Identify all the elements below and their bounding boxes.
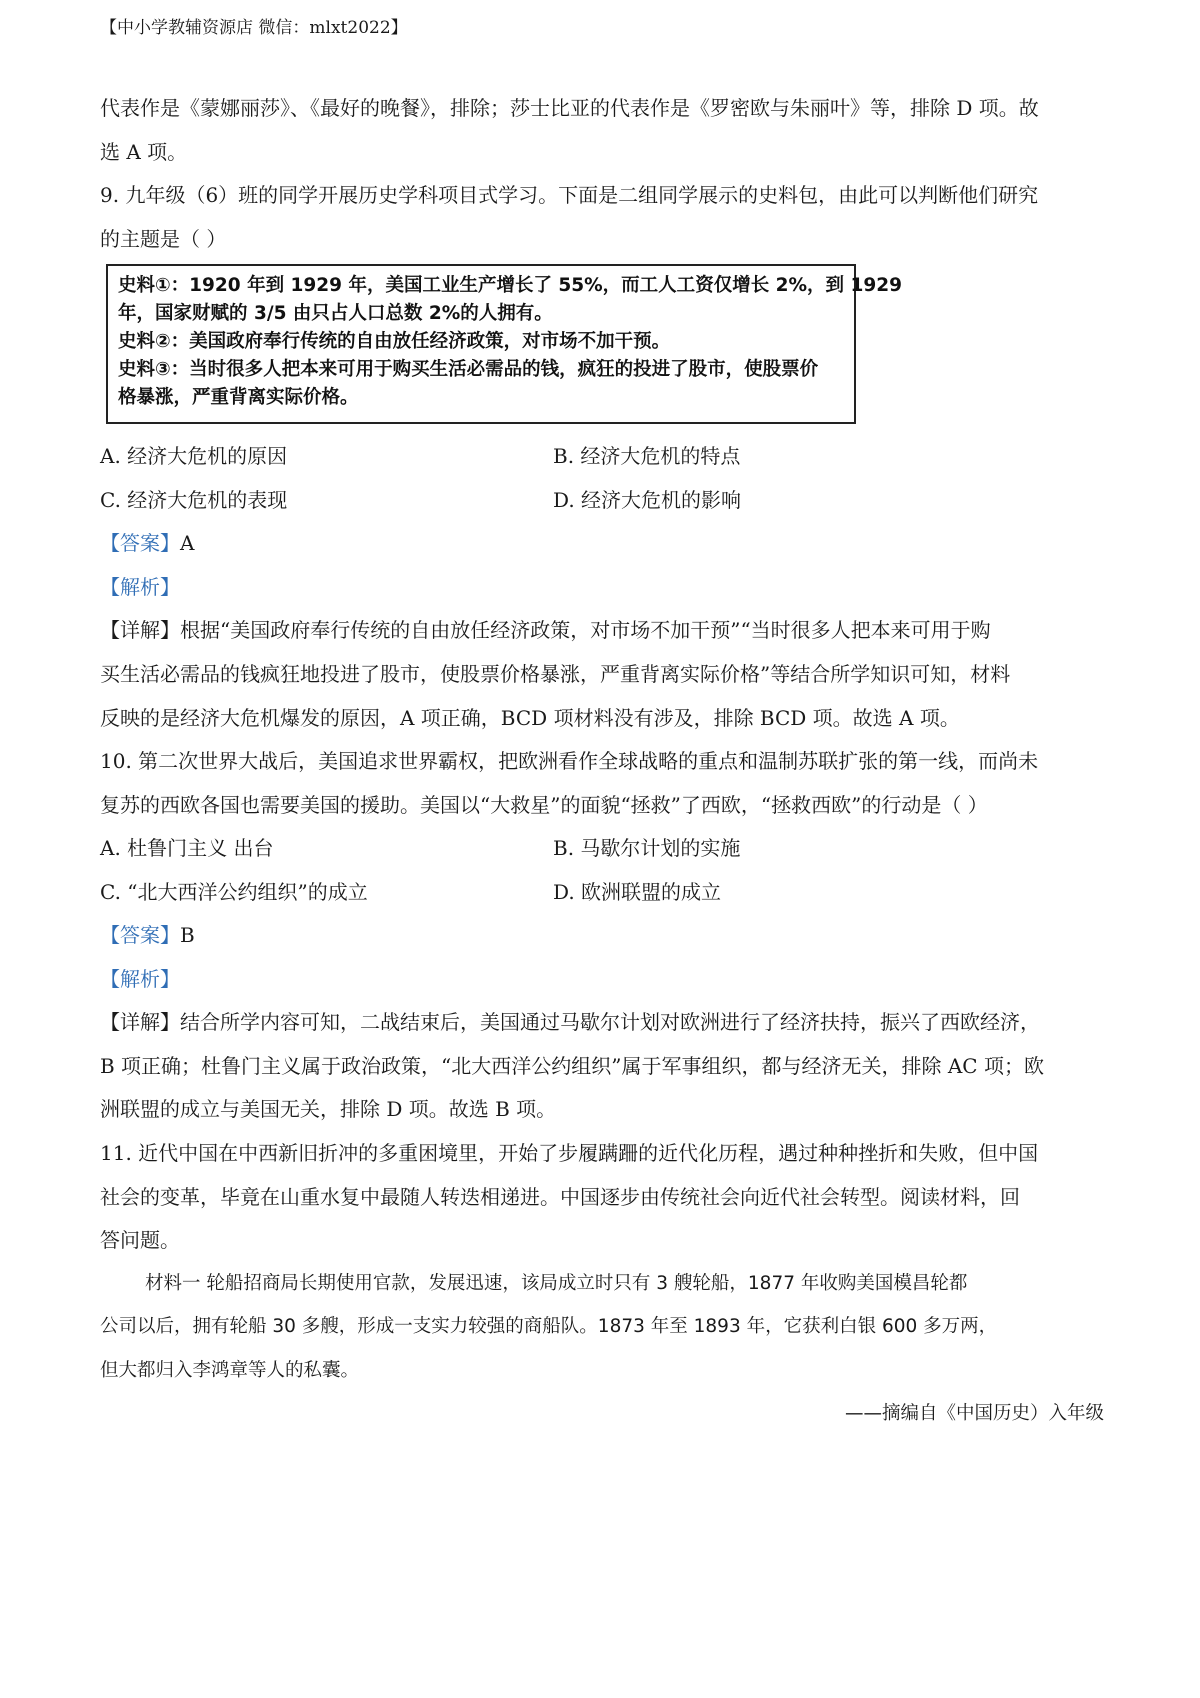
q9-detail: 买生活必需品的钱疯狂地投进了股市，使股票价格暴涨，严重背离实际价格”等结合所学知识可知，材料 <box>100 662 1011 686</box>
header-watermark: 【中小学教辅资源店 微信：mlxt2022】 <box>100 18 408 38</box>
q10-detail: 洲联盟的成立与美国无关，排除 D 项。故选 B 项。 <box>100 1097 557 1121</box>
q9-analysis <box>100 573 1105 601</box>
historical-sources-box <box>106 264 902 424</box>
source-line: 史料②：美国政府奉行传统的自由放任经济政策，对市场不加干预。 <box>118 331 671 352</box>
q9-option-a: A. 经济大危机的原因 <box>100 444 288 468</box>
q9-detail <box>100 616 1105 644</box>
q10-stem: 复苏的西欧各国也需要美国的援助。美国以“大救星”的面貌“拯救”了西欧，“拯救西欧”的行动是（ ） <box>100 793 988 817</box>
q10-stem: 10. 第二次世界大战后，美国追求世界霸权，把欧洲看作全球战略的重点和温制苏联扩张的第一线，而尚未 <box>100 749 1039 773</box>
q10-option-d: D. 欧洲联盟的成立 <box>553 880 722 904</box>
q10-detail <box>100 1008 1105 1036</box>
source-line: 史料①：1920 年到 1929 年，美国工业生产增长了 55%，而工人工资仅增长 2%，到 1929 <box>118 275 902 296</box>
analysis-tag: 【解析】 <box>100 967 180 991</box>
detail-text: 根据“美国政府奉行传统的自由放任经济政策，对市场不加干预”“当时很多人把本来可用于购 <box>180 618 991 642</box>
q10-answer <box>100 921 1105 949</box>
answer-tag: 【答案】 <box>100 531 180 555</box>
q11-stem: 答问题。 <box>100 1228 180 1252</box>
q10-option-a: A. 杜鲁门主义 出台 <box>100 836 274 860</box>
q10-analysis <box>100 965 1105 993</box>
detail-tag: 【详解】 <box>100 1010 180 1034</box>
q11-material: 公司以后，拥有轮船 30 多艘，形成一支实力较强的商船队。1873 年至 1893 年，它获利白银 600 多万两， <box>100 1316 998 1337</box>
source-line: 年，国家财赋的 3/5 由只占人口总数 2%的人拥有。 <box>118 303 553 324</box>
analysis-tag: 【解析】 <box>100 575 180 599</box>
source-line: 史料③：当时很多人把本来可用于购买生活必需品的钱，疯狂的投进了股市，使股票价 <box>118 359 819 380</box>
q9-option-b: B. 经济大危机的特点 <box>553 444 741 468</box>
q8-explanation-line: 代表作是《蒙娜丽莎》、《最好的晚餐》，排除；莎士比亚的代表作是《罗密欧与朱丽叶》等，排除 D 项。故 <box>100 96 1039 120</box>
q10-option-c: C. “北大西洋公约组织”的成立 <box>100 880 368 904</box>
q9-answer <box>100 529 1105 557</box>
detail-text: 结合所学内容可知，二战结束后，美国通过马歇尔计划对欧洲进行了经济扶持，振兴了西欧经济， <box>180 1010 1040 1034</box>
answer-value: A <box>180 531 195 555</box>
answer-value: B <box>180 923 195 947</box>
q11-material: 但大都归入李鸿章等人的私囊。 <box>100 1360 360 1381</box>
q9-stem: 的主题是（ ） <box>100 227 227 251</box>
q11-stem: 社会的变革，毕竟在山重水复中最随人转迭相递进。中国逐步由传统社会向近代社会转型。阅读材料，回 <box>100 1185 1020 1209</box>
q9-option-c: C. 经济大危机的表现 <box>100 488 288 512</box>
q10-option-b: B. 马歇尔计划的实施 <box>553 836 741 860</box>
q11-stem: 11. 近代中国在中西新旧折冲的多重困境里，开始了步履蹒跚的近代化历程，遇过种种挫折和失败，但中国 <box>100 1141 1039 1165</box>
q9-option-d: D. 经济大危机的影响 <box>553 488 742 512</box>
source-line: 格暴涨，严重背离实际价格。 <box>118 387 359 408</box>
q8-explanation-line: 选 A 项。 <box>100 140 188 164</box>
q9-detail: 反映的是经济大危机爆发的原因，A 项正确，BCD 项材料没有涉及，排除 BCD 项。故选 A 项。 <box>100 706 960 730</box>
q11-material: 材料一 轮船招商局长期使用官款，发展迅速，该局成立时只有 3 艘轮船，1877 年收购美国模昌轮都 <box>145 1273 968 1294</box>
q9-stem: 9. 九年级（6）班的同学开展历史学科项目式学习。下面是二组同学展示的史料包，由此可以判断他们研究 <box>100 183 1039 207</box>
q10-detail: B 项正确；杜鲁门主义属于政治政策，“北大西洋公约组织”属于军事组织，都与经济无关，排除 AC 项；欧 <box>100 1054 1044 1078</box>
answer-tag: 【答案】 <box>100 923 180 947</box>
material-citation: ——摘编自《中国历史）入年级 <box>844 1403 1104 1424</box>
detail-tag: 【详解】 <box>100 618 180 642</box>
